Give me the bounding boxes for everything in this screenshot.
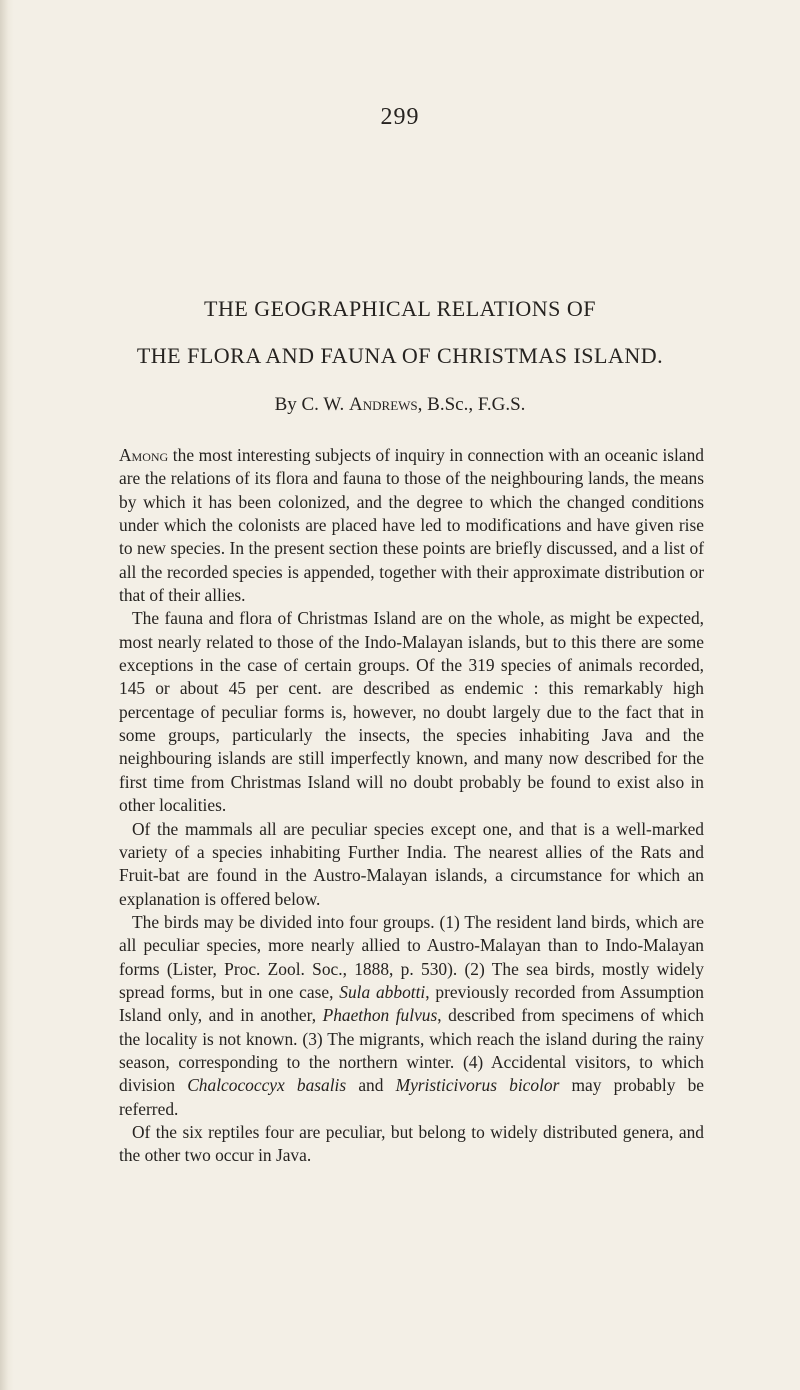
article-title-line-1: THE GEOGRAPHICAL RELATIONS OF	[204, 296, 596, 321]
birds-text-e: may probably be referred.	[119, 1075, 704, 1119]
byline	[0, 394, 800, 416]
byline-author-surname: Andrews	[349, 394, 418, 415]
page-number: 299	[380, 104, 420, 130]
paragraph-birds	[119, 911, 704, 1121]
paragraph-reptiles: Of the six reptiles four are peculiar, but belong to widely distributed genera, and the other two occur in Java.	[119, 1121, 704, 1166]
paragraph-lead-word: Among	[119, 445, 169, 465]
birds-text-d: and	[346, 1075, 396, 1096]
species-myristicivorus-bicolor: Myristicivorus bicolor	[395, 1075, 560, 1096]
paragraph-fauna-flora: The fauna and flora of Christmas Island are on the whole, as might be expected, most nearly related to those of the Indo-Malayan islands, but to this there are some exceptions in the case of certain groups. Of the 319 species of animals recorded, 145 or about 45 per cent. are described as endemic : this remarkably high percentage of peculiar forms is, however, no doubt largely due to the fact that in some groups, particularly the insects, the species inhabiting Java and the neighbouring islands are still imperfectly known, and many now described for the first time from Christmas Island will no doubt probably be found to exist also in other localities.	[119, 608, 704, 816]
birds-text-a: The birds may be divided into four groups. (1) The resident land birds, which are all peculiar species, more nearly allied to Austro-Malayan than to Indo-Malayan forms (Lister, Proc. Zool. Soc., 1888, p. 530). (2) The sea birds, mostly widely spread forms, but in one case,	[119, 911, 704, 1002]
birds-text-c: , described from specimens of which the locality is not known. (3) The migrants, which reach the island during the rainy season, corresponding to the northern winter. (4) Accidental visitors, to which division	[119, 1005, 704, 1096]
species-sula-abbotti: Sula abbotti	[339, 981, 426, 1002]
page-edge-shadow	[0, 0, 14, 1390]
paragraph-intro	[119, 444, 704, 607]
byline-prefix: By C. W.	[274, 394, 350, 415]
birds-text-b: , previously recorded from Assumption Island only, and in another,	[119, 981, 704, 1026]
article-title-line-2: THE FLORA AND FAUNA OF CHRISTMAS ISLAND.	[136, 343, 664, 368]
article-body	[119, 444, 704, 1168]
byline-suffix: , B.Sc., F.G.S.	[417, 394, 526, 415]
paragraph-mammals: Of the mammals all are peculiar species except one, and that is a well-marked variety of a species inhabiting Further India. The nearest allies of the Rats and Fruit-bat are found in the Austro-Malayan islands, a circumstance for which an explanation is offered below.	[119, 818, 704, 909]
paragraph-intro-text: the most interesting subjects of inquiry in connection with an oceanic island are the relations of its flora and fauna to those of the neighbouring lands, the means by which it has been colonized, and the degree to which the changed conditions under which the colonists are placed have led to modifications and have given rise to new species. In the present section these points are briefly discussed, and a list of all the recorded species is appended, together with their approximate distribution or that of their allies.	[119, 445, 704, 606]
species-phaethon-fulvus: Phaethon fulvus	[322, 1005, 438, 1026]
species-chalcococcyx-basalis: Chalcococcyx basalis	[187, 1075, 347, 1096]
